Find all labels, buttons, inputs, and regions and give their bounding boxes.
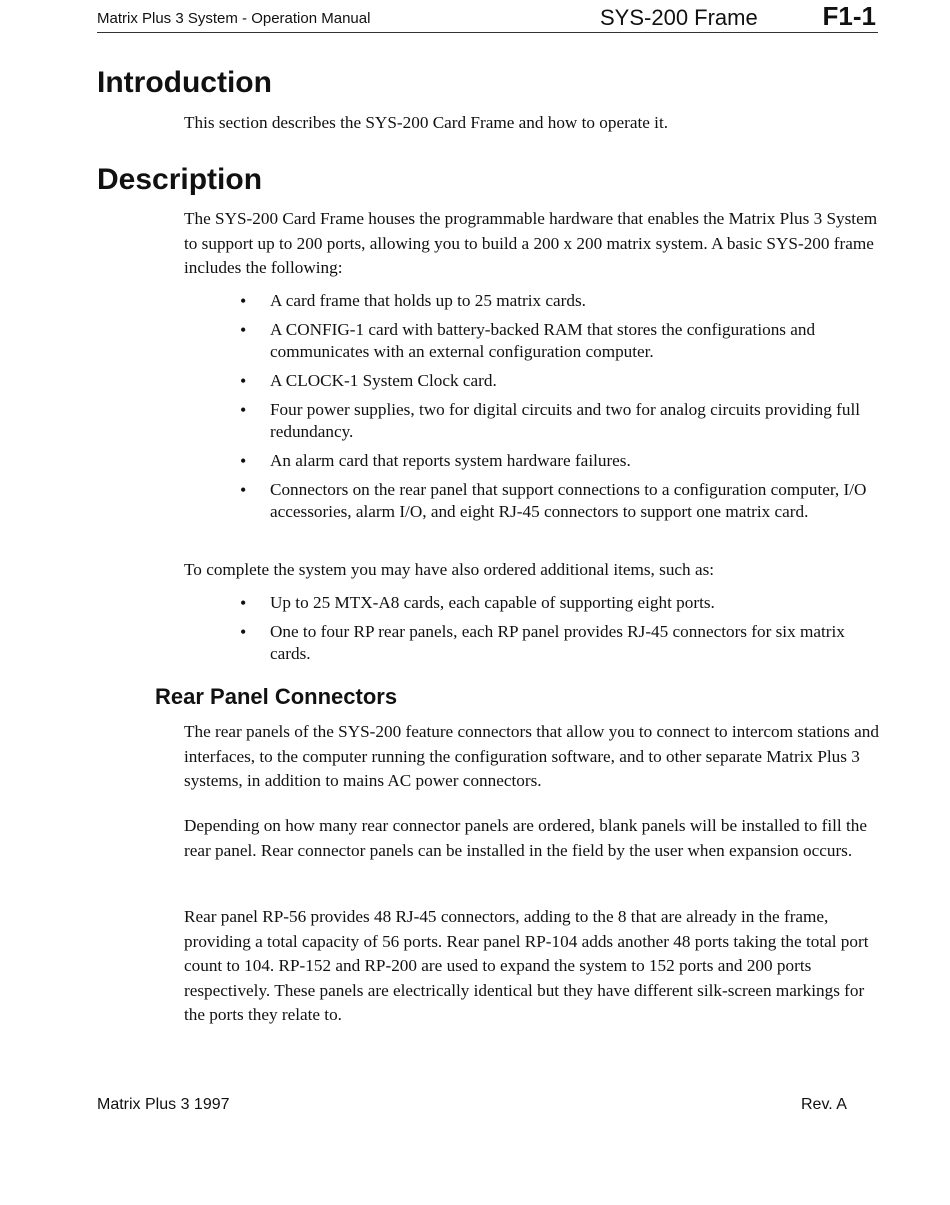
list-item: • One to four RP rear panels, each RP panel provides RJ-45 connectors for six matrix cards.: [240, 622, 845, 663]
list-item: • Connectors on the rear panel that support connections to a configuration computer, I/O accessories, alarm I/O, and eight RJ-45 connectors to support one matrix card.: [240, 480, 867, 521]
rear-panel-paragraph: The rear panels of the SYS-200 feature connectors that allow you to connect to intercom stations and interfaces, to the computer running the configuration software, and to other separate Matrix Plus 3 systems, in addition to mains AC power connectors.: [184, 722, 879, 790]
list-item: • Four power supplies, two for digital circuits and two for analog circuits providing full redundancy.: [240, 400, 860, 441]
bullet-icon: •: [240, 593, 247, 613]
bullet-icon: •: [240, 451, 247, 471]
rear-panel-heading: Rear Panel Connectors: [155, 684, 398, 709]
list-item: • A card frame that holds up to 25 matrix cards.: [240, 291, 586, 311]
footer-revision: Rev. A: [801, 1096, 847, 1113]
introduction-heading: Introduction: [97, 66, 272, 99]
rear-panel-paragraph: Depending on how many rear connector panels are ordered, blank panels will be installed to fill the rear panel. Rear connector panels can be installed in the field by the user when expansion occurs.: [184, 816, 867, 860]
list-item: • Up to 25 MTX-A8 cards, each capable of supporting eight ports.: [240, 593, 715, 613]
bullet-icon: •: [240, 400, 247, 420]
additional-list: [240, 592, 880, 672]
description-text: The SYS-200 Card Frame houses the programmable hardware that enables the Matrix Plus 3 System to support up to 200 ports, allowing you to build a 200 x 200 matrix system. A basic SYS-200 frame includes the following:: [184, 209, 878, 277]
page-header: [97, 0, 878, 33]
bullet-icon: •: [240, 622, 247, 642]
introduction-text: This section describes the SYS-200 Card Frame and how to operate it.: [184, 113, 669, 132]
manual-title: Matrix Plus 3 System - Operation Manual: [97, 10, 371, 27]
bullet-icon: •: [240, 291, 247, 311]
bullet-icon: •: [240, 320, 247, 340]
additional-intro: To complete the system you may have also ordered additional items, such as:: [184, 560, 715, 579]
rear-panel-paragraph: Rear panel RP-56 provides 48 RJ-45 connectors, adding to the 8 that are already in the frame, providing a total capacity of 56 ports. Rear panel RP-104 adds another 48 ports taking the total port count to 104. RP-152 and RP-200 are used to expand the system to 152 ports and 200 ports respectively. These panels are electrically identical but they have different silk-screen markings for the ports they relate to.: [184, 907, 869, 1024]
bullet-icon: •: [240, 371, 247, 391]
section-title: SYS-200 Frame: [600, 5, 758, 30]
footer-copyright: Matrix Plus 3 1997: [97, 1096, 230, 1113]
description-heading: Description: [97, 163, 263, 196]
list-item: • A CLOCK-1 System Clock card.: [240, 371, 497, 391]
includes-list: [240, 290, 880, 530]
page-number: F1-1: [822, 1, 876, 31]
list-item: • An alarm card that reports system hardware failures.: [240, 451, 631, 471]
bullet-icon: •: [240, 480, 247, 500]
list-item: • A CONFIG-1 card with battery-backed RAM that stores the configurations and communicates with an external configuration computer.: [240, 320, 816, 361]
